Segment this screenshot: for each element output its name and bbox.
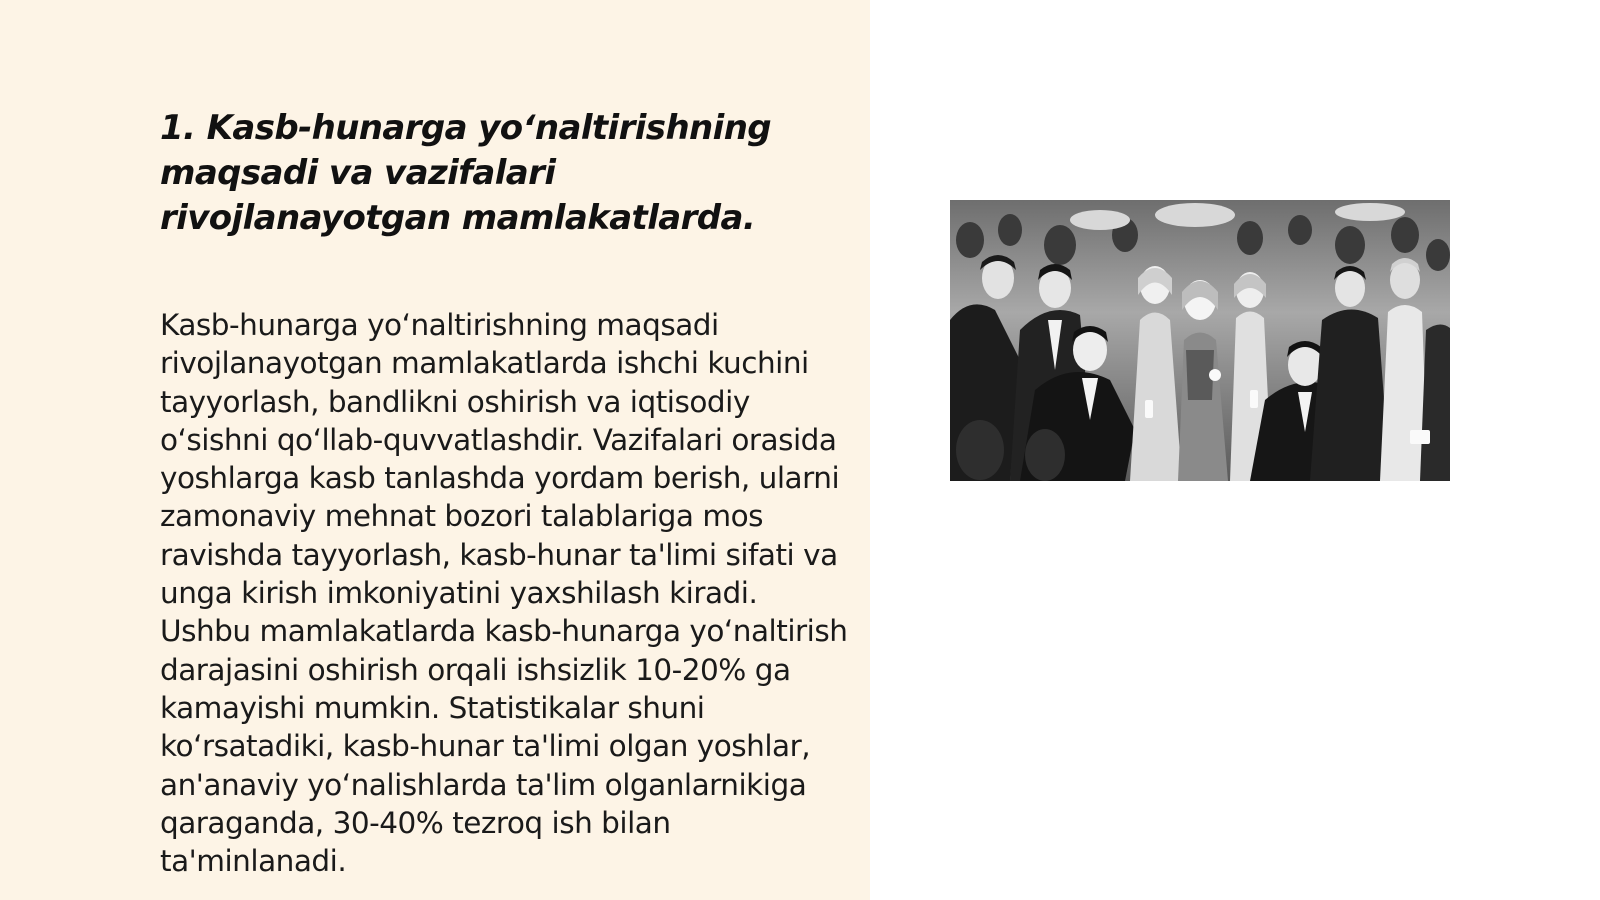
party-photo: [950, 200, 1450, 481]
slide-title: 1. Kasb-hunarga yo‘naltirishning maqsadi va vazifalari rivojlanayotgan mamlakatlarda.: [160, 108, 772, 238]
party-photo-illustration: [950, 200, 1450, 481]
slide-body-text: Kasb-hunarga yo‘naltirishning maqsadi rivojlanayotgan mamlakatlarda ishchi kuchini tayyorlash, bandlikni oshirish va iqtisodiy o‘sishni qo‘llab-quvvatlashdir. Vazifalari orasida yoshlarga kasb tanlashda yordam berish, ularni zamonaviy mehnat bozori talablariga mos ravishda tayyorlash, kasb-hunar ta'limi sifati va unga kirish imkoniyatini yaxshilash kiradi. Ushbu mamlakatlarda kasb-hunarga yo‘naltirish darajasini oshirish orqali ishsizlik 10-20% ga kamayishi mumkin. Statistikalar shuni ko‘rsatadiki, kasb-hunar ta'limi olgan yoshlar, an'anaviy yo‘nalishlarda ta'lim olganlarnikiga qaraganda, 30-40% tezroq ish bilan ta'minlanadi.: [160, 308, 848, 879]
